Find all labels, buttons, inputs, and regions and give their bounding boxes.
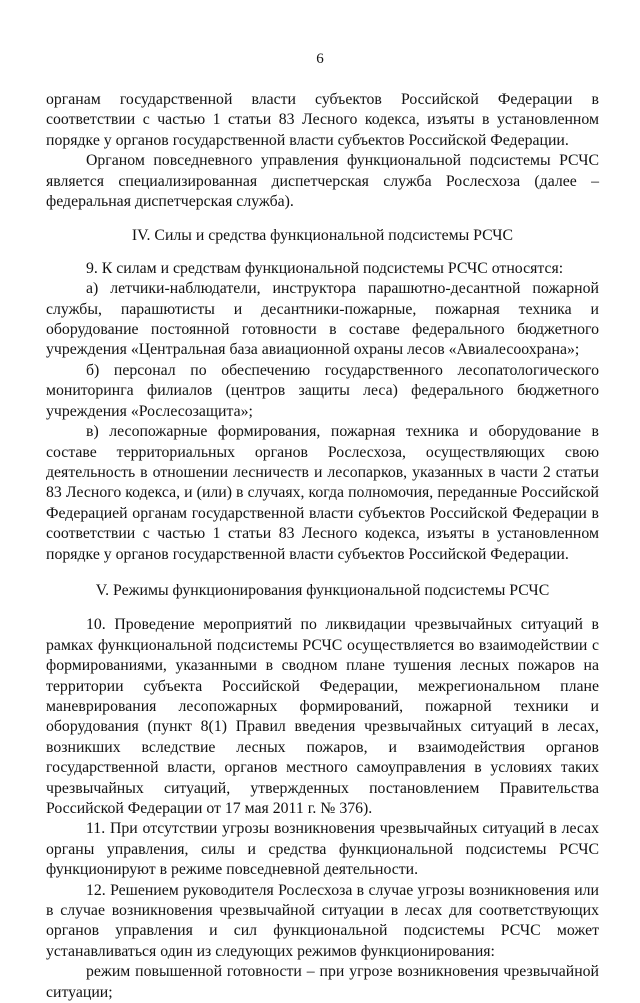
paragraph-continuation: органам государственной власти субъектов Российской Федерации в соответствии с частью 1 статьи 83 Лесного кодекса, изъяты в установленном порядке у органов государственной власти субъектов Российской Федерации. — [46, 91, 599, 149]
document-body — [46, 90, 599, 1003]
paragraph-item-9c: в) лесопожарные формирования, пожарная техника и оборудование в составе территориальных органов Рослесхоза, осуществляющих свою деятельность в отношении лесничеств и лесопарков, указанных в части 2 статьи 83 Лесного кодекса, и (или) в случаях, когда полномочия, переданные Российской Федерацией органам государственной власти субъектов Российской Федерации в соответствии с частью 1 статьи 83 Лесного кодекса, изъяты в установленном порядке у органов государственной власти субъектов Российской Федерации. — [46, 423, 599, 563]
paragraph-dispatch-service: Органом повседневного управления функциональной подсистемы РСЧС является специализированная диспетчерская служба Рослесхоза (далее – федеральная диспетчерская служба). — [46, 152, 599, 211]
paragraph-item-12: 12. Решением руководителя Рослесхоза в случае угрозы возникновения или в случае возникновения чрезвычайной ситуации в лесах для соответствующих органов управления и сил функциональной подсистемы РСЧС может устанавливаться один из следующих режимов функционирования: — [46, 881, 599, 960]
paragraph-readiness-mode: режим повышенной готовности – при угрозе возникновения чрезвычайной ситуации; — [46, 963, 599, 1001]
section-heading-v: V. Режимы функционирования функциональной подсистемы РСЧС — [95, 581, 550, 599]
section-heading-iv: IV. Силы и средства функциональной подсистемы РСЧС — [131, 227, 514, 245]
paragraph-item-9b: б) персонал по обеспечению государственного лесопатологического мониторинга филиалов (центров защиты леса) федерального бюджетного учреждения «Рослесозащита»; — [46, 361, 599, 420]
paragraph-item-9a: а) летчики-наблюдатели, инструктора парашютно-десантной пожарной службы, парашютисты и десантники-пожарные, пожарная техника и оборудование постоянной готовности в составе федерального бюджетного учреждения «Центральная база авиационной охраны лесов «Авиалесоохрана»; — [46, 280, 599, 359]
paragraph-item-9: 9. К силам и средствам функциональной подсистемы РСЧС относятся: — [86, 259, 564, 277]
page-number: 6 — [316, 51, 324, 67]
paragraph-item-10: 10. Проведение мероприятий по ликвидации чрезвычайных ситуаций в рамках функциональной подсистемы РСЧС осуществляется во взаимодействии с формированиями, указанными в сводном плане тушения лесных пожаров на территории субъекта Российской Федерации, межрегиональном плане маневрирования лесопожарных формирований, пожарной техники и оборудования (пункт 8(1) Правил введения чрезвычайных ситуаций в лесах, возникших вследствие лесных пожаров, и взаимодействия органов государственной власти, органов местного самоуправления в условиях таких чрезвычайных ситуаций, утвержденных постановлением Правительства Российской Федерации от 17 мая 2011 г. № 376). — [46, 616, 599, 817]
paragraph-item-11: 11. При отсутствии угрозы возникновения чрезвычайных ситуаций в лесах органы управления, силы и средства функциональной подсистемы РСЧС функционируют в режиме повседневной деятельности. — [46, 820, 599, 879]
